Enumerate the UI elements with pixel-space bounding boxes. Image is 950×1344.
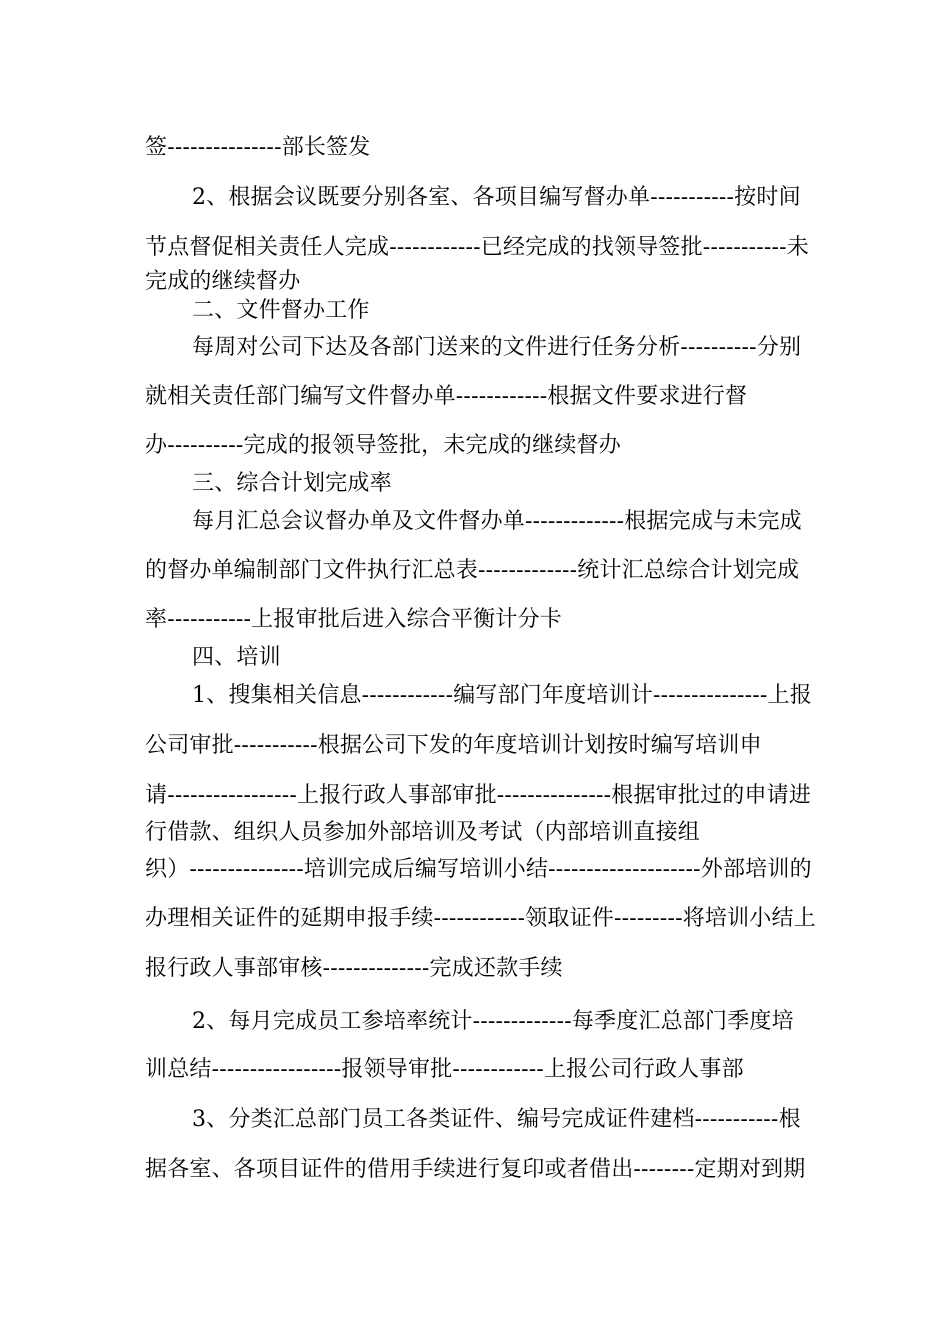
text-line: 3、分类汇总部门员工各类证件、编号完成证件建档-----------根 <box>192 1107 801 1132</box>
text-line: 办理相关证件的延期申报手续------------领取证件---------将培训小结上 <box>145 906 816 931</box>
text-line: 节点督促相关责任人完成------------已经完成的找领导签批-----------未 <box>145 235 809 260</box>
text-line: 训总结-----------------报领导审批------------上报公司行政人事部 <box>145 1057 744 1082</box>
text-line: 每月汇总会议督办单及文件督办单-------------根据完成与未完成 <box>192 509 802 534</box>
text-line: 请-----------------上报行政人事部审批---------------根据审批过的申请进 <box>145 783 812 808</box>
text-line: 完成的继续督办 <box>145 269 301 294</box>
section-heading: 四、培训 <box>192 645 281 670</box>
text-line: 每周对公司下达及各部门送来的文件进行任务分析----------分别 <box>192 335 802 360</box>
text-line: 就相关责任部门编写文件督办单------------根据文件要求进行督 <box>145 384 748 409</box>
text-line: 1、搜集相关信息------------编写部门年度培训计---------------上报 <box>192 683 812 708</box>
text-line: 2、根据会议既要分别各室、各项目编写督办单-----------按时间 <box>192 185 801 210</box>
text-line: 报行政人事部审核--------------完成还款手续 <box>145 956 563 981</box>
section-heading: 三、综合计划完成率 <box>192 471 392 496</box>
text-line: 公司审批-----------根据公司下发的年度培训计划按时编写培训申 <box>145 733 762 758</box>
text-line: 织）---------------培训完成后编写培训小结--------------------外部培训的 <box>145 857 812 882</box>
section-heading: 二、文件督办工作 <box>192 298 370 323</box>
text-line: 办----------完成的报领导签批，未完成的继续督办 <box>145 433 621 458</box>
text-line: 的督办单编制部门文件执行汇总表-------------统计汇总综合计划完成 <box>145 558 800 583</box>
text-line: 签---------------部长签发 <box>145 135 371 160</box>
text-line: 率-----------上报审批后进入综合平衡计分卡 <box>145 607 562 632</box>
text-line: 据各室、各项目证件的借用手续进行复印或者借出--------定期对到期 <box>145 1157 806 1182</box>
text-line: 2、每月完成员工参培率统计-------------每季度汇总部门季度培 <box>192 1009 794 1034</box>
text-line: 行借款、组织人员参加外部培训及考试（内部培训直接组 <box>145 820 701 845</box>
